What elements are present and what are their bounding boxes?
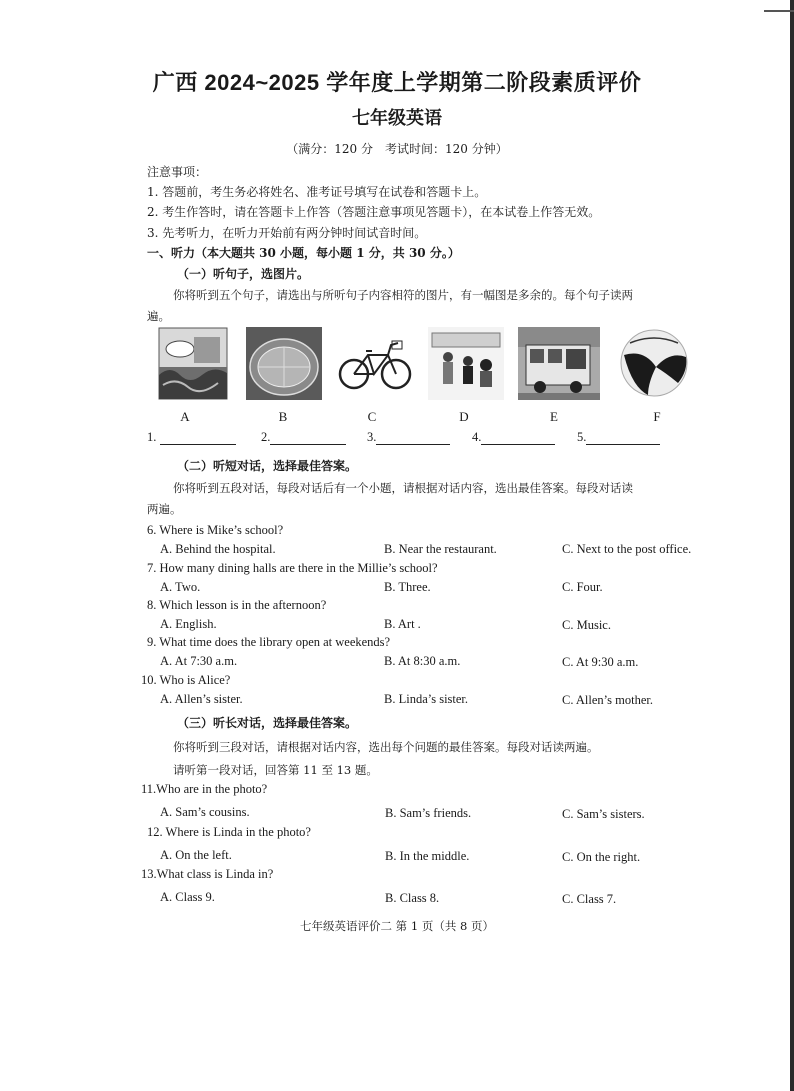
page-subtitle: 七年级英语	[352, 108, 442, 128]
question-10: 10. Who is Alice?	[141, 673, 231, 687]
option-a[interactable]: A. On the left.	[160, 848, 232, 862]
option-c[interactable]: C. Music.	[562, 618, 611, 632]
answer-blank-1[interactable]: 1.	[147, 430, 236, 445]
option-c[interactable]: C. Sam’s sisters.	[562, 807, 645, 821]
question-9: 9. What time does the library open at weekends?	[147, 635, 391, 649]
note-item: 1. 答题前，考生务必将姓名、准考证号填写在试卷和答题卡上。	[147, 185, 487, 199]
option-a[interactable]: A. Two.	[160, 580, 201, 594]
option-a[interactable]: A. Behind the hospital.	[160, 542, 276, 556]
question-13: 13.What class is Linda in?	[141, 867, 274, 881]
picture-label-f: F	[653, 409, 661, 424]
option-a[interactable]: A. English.	[160, 617, 217, 631]
option-c[interactable]: C. Four.	[562, 580, 603, 594]
answer-blank-4[interactable]: 4.	[472, 430, 555, 445]
option-b[interactable]: B. Class 8.	[385, 891, 440, 905]
picture-label-d: D	[459, 409, 469, 424]
part2-instruction: 你将听到五段对话，每段对话后有一个小题，请根据对话内容，选出最佳答案。每段对话读	[173, 481, 633, 495]
part3-instruction-cont: 请听第一段对话，回答第 11 至 13 题。	[173, 763, 378, 777]
option-c[interactable]: C. Next to the post office.	[562, 542, 692, 556]
part2-heading: （二）听短对话，选择最佳答案。	[177, 459, 358, 473]
option-c[interactable]: C. Class 7.	[562, 892, 617, 906]
picture-label-a: A	[180, 409, 190, 424]
option-a[interactable]: A. Allen’s sister.	[160, 692, 243, 706]
option-b[interactable]: B. Near the restaurant.	[384, 542, 497, 556]
picture-e-bus	[518, 327, 600, 400]
page-title: 广西 2024~2025 学年度上学期第二阶段素质评价	[152, 70, 642, 95]
picture-c-bicycle	[336, 327, 414, 400]
page-footer: 七年级英语评价二 第 1 页（共 8 页）	[300, 919, 494, 933]
option-c[interactable]: C. Allen’s mother.	[562, 693, 653, 707]
picture-a-poster	[158, 327, 228, 400]
option-b[interactable]: B. Art .	[384, 617, 421, 631]
question-8: 8. Which lesson is in the afternoon?	[147, 598, 327, 612]
part3-heading: （三）听长对话，选择最佳答案。	[177, 716, 358, 730]
picture-label-b: B	[278, 409, 288, 424]
part1-instruction: 你将听到五个句子，请选出与所听句子内容相符的图片，有一幅图是多余的。每个句子读两	[173, 288, 633, 302]
note-item: 2. 考生作答时，请在答题卡上作答（答题注意事项见答题卡），在本试卷上作答无效。	[147, 205, 601, 219]
notes-heading: 注意事项：	[147, 165, 208, 179]
picture-label-c: C	[367, 409, 377, 424]
question-7: 7. How many dining halls are there in the Millie’s school?	[147, 561, 438, 575]
part1-instruction-cont: 遍。	[147, 309, 170, 323]
option-a[interactable]: A. Class 9.	[160, 890, 215, 904]
option-c[interactable]: C. At 9:30 a.m.	[562, 655, 639, 669]
option-a[interactable]: A. At 7:30 a.m.	[160, 654, 238, 668]
answer-blank-2[interactable]: 2.	[261, 430, 346, 445]
picture-f-ball	[618, 327, 690, 400]
part3-instruction: 你将听到三段对话，请根据对话内容，选出每个问题的最佳答案。每段对话读两遍。	[173, 740, 599, 754]
answer-blank-3[interactable]: 3.	[367, 430, 450, 445]
option-b[interactable]: B. Linda’s sister.	[384, 692, 469, 706]
option-a[interactable]: A. Sam’s cousins.	[160, 805, 250, 819]
scan-edge-top	[764, 0, 794, 12]
question-11: 11.Who are in the photo?	[141, 782, 268, 796]
question-6: 6. Where is Mike’s school?	[147, 523, 284, 537]
part1-heading: （一）听句子，选图片。	[177, 267, 310, 281]
option-b[interactable]: B. In the middle.	[385, 849, 470, 863]
option-b[interactable]: B. Sam’s friends.	[385, 806, 472, 820]
picture-label-e: E	[550, 409, 558, 424]
note-item: 3. 先考听力，在听力开始前有两分钟时间试音时间。	[147, 226, 427, 240]
option-b[interactable]: B. At 8:30 a.m.	[384, 654, 461, 668]
answer-blank-5[interactable]: 5.	[577, 430, 660, 445]
part2-instruction-cont: 两遍。	[147, 502, 182, 516]
picture-b-track	[246, 327, 322, 400]
picture-d-people	[428, 327, 504, 400]
option-b[interactable]: B. Three.	[384, 580, 431, 594]
option-c[interactable]: C. On the right.	[562, 850, 641, 864]
exam-meta: （满分：120 分 考试时间：120 分钟）	[286, 142, 508, 156]
section1-heading: 一、听力（本大题共 30 小题，每小题 1 分，共 30 分。）	[147, 246, 460, 260]
question-12: 12. Where is Linda in the photo?	[147, 825, 311, 839]
